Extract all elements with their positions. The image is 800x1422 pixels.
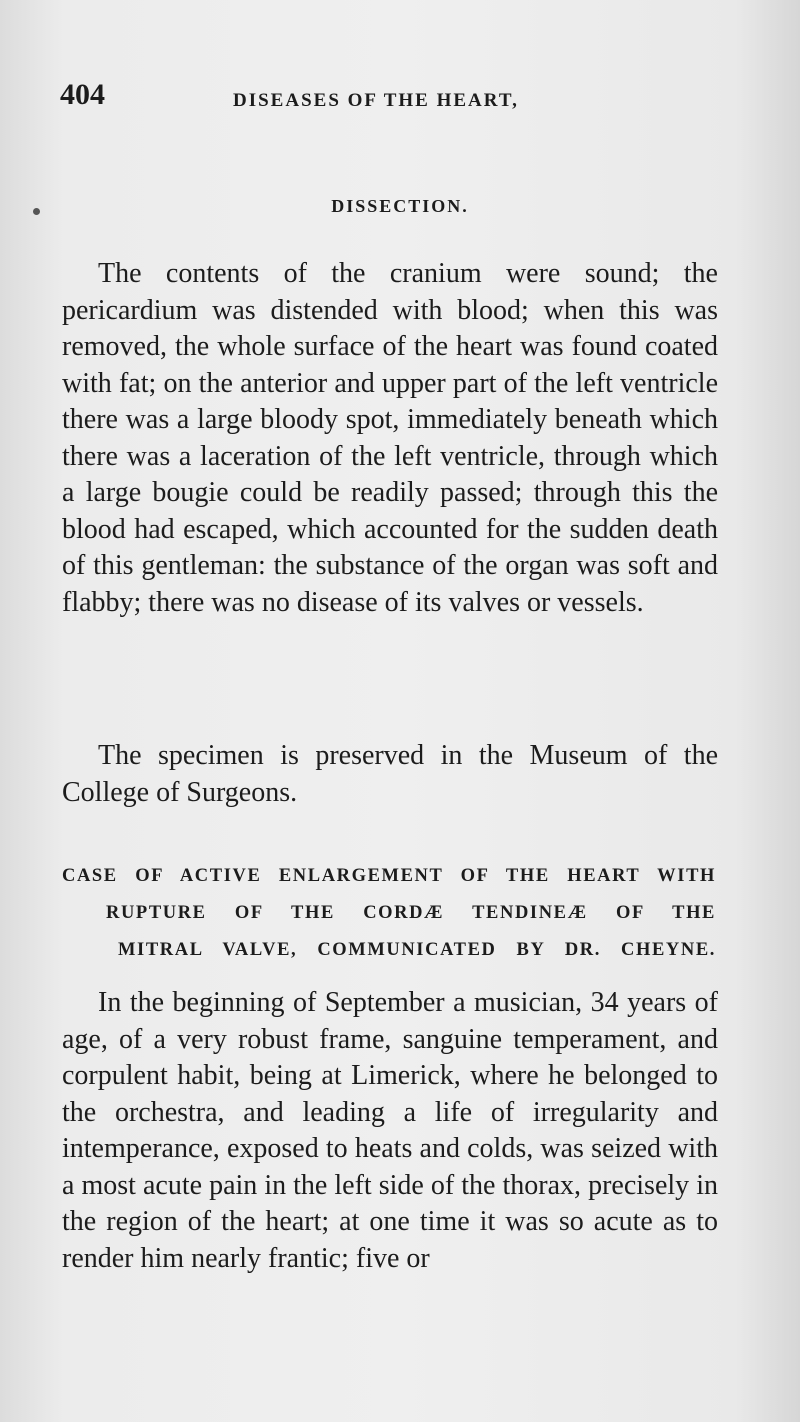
case-title-line-2: RUPTURE OF THE CORDÆ TENDINEÆ OF THE: [106, 903, 716, 923]
section-heading: DISSECTION.: [331, 196, 469, 216]
dissection-paragraph: The contents of the cranium were sound; the pericardium was distended with blood; when this was removed, the whole surface of the heart was found coated with fat; on the anterior and upper part of the left ventricle there was a large bloody spot, immediately beneath which there was a laceration of the left ventricle, through which a large bougie could be readily passed; through this the blood had escaped, which accounted for the sudden death of this gentleman: the substance of the organ was soft and flabby; there was no disease of its valves or vessels.: [62, 258, 718, 618]
case-title-line-3: MITRAL VALVE, COMMUNICATED BY DR. CHEYNE.: [118, 940, 716, 960]
case-title: [62, 858, 716, 969]
specimen-paragraph: The specimen is preserved in the Museum of the College of Surgeons.: [62, 740, 718, 808]
case-title-line-1: CASE OF ACTIVE ENLARGEMENT OF THE HEART WITH: [62, 866, 716, 886]
case-paragraph: In the beginning of September a musician, 34 years of age, of a very robust frame, sanguine temperament, and corpulent habit, being at Limerick, where he belonged to the orchestra, and leading a life of irregularity and intemperance, exposed to heats and colds, was seized with a most acute pain in the left side of the thorax, precisely in the region of the heart; at one time it was so acute as to render him nearly frantic; five or: [62, 987, 718, 1274]
page-number: 404: [60, 78, 105, 111]
page-header: [58, 78, 718, 118]
running-title: DISEASES OF THE HEART,: [233, 90, 519, 111]
